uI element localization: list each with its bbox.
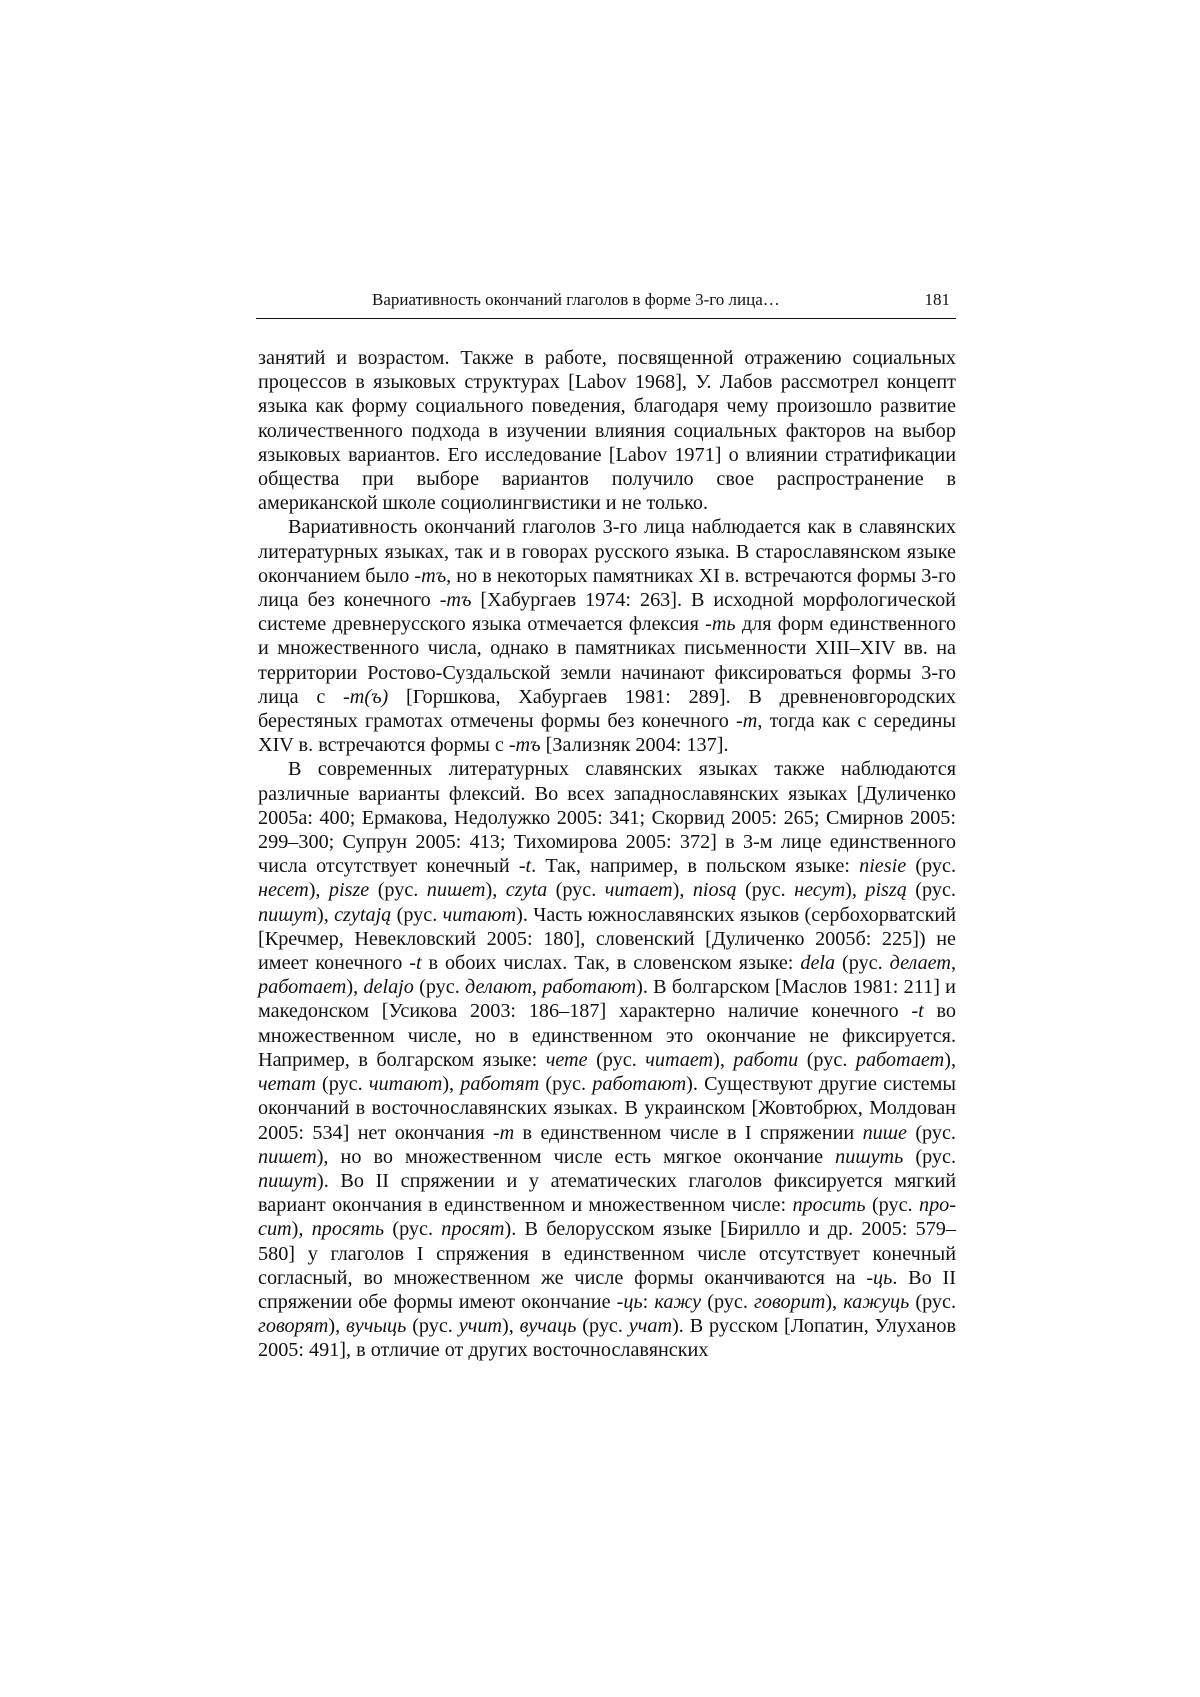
text-run: (рус.: [736, 879, 795, 902]
italic-run: -ць: [616, 1290, 643, 1313]
text-run: ),: [291, 1218, 312, 1241]
text-run: (рус.: [587, 1048, 646, 1071]
text-run: ), но во множественном числе есть мягкое окончание: [316, 1145, 836, 1168]
text-run: в единственном числе в I спряжении: [514, 1121, 863, 1144]
text-run: ),: [502, 1315, 520, 1338]
italic-run: просят: [441, 1218, 505, 1241]
text-run: (рус.: [413, 976, 466, 999]
italic-run: несет: [258, 879, 309, 902]
text-run: ),: [346, 976, 364, 999]
text-run: (рус.: [391, 903, 443, 926]
text-run: (рус.: [798, 1048, 856, 1071]
italic-run: -t: [518, 855, 532, 878]
text-run: (рус.: [369, 879, 427, 902]
italic-run: -t: [911, 1000, 924, 1023]
running-header: [256, 288, 956, 319]
paragraph: [258, 515, 956, 757]
italic-run: учит: [458, 1315, 502, 1338]
text-run: ),: [485, 879, 506, 902]
text-run: (рус.: [835, 952, 890, 975]
italic-run: учат: [628, 1315, 673, 1338]
text-run: ),: [672, 879, 693, 902]
italic-run: работают: [592, 1073, 687, 1096]
text-run: , тогда как с середины XIV в. встречаются формы с: [258, 710, 956, 757]
text-run: ),: [825, 1290, 844, 1313]
text-run: ). В болгарском [Маслов 1981: 211] и македонском [Усикова 2003: 186–187] характерно наличие конечного: [258, 976, 956, 1023]
italic-run: пишуть: [835, 1145, 904, 1168]
text-run: (рус.: [384, 1218, 442, 1241]
italic-run: кажуць: [843, 1290, 910, 1313]
italic-run: пишут: [258, 903, 317, 926]
text-run: Вариативность окончаний глаголов 3-го лица наблюдается как в славянских литературных языках, так и в говорах русского языка. В старославянском языке окончанием было: [258, 516, 956, 587]
text-run: (рус.: [906, 879, 956, 902]
text-run: ),: [308, 879, 329, 902]
italic-run: вучаць: [519, 1315, 577, 1338]
text-run: . Так, например, в польском языке:: [531, 855, 860, 878]
page-number: 181: [924, 290, 950, 309]
italic-run: делает: [889, 952, 951, 975]
italic-run: -т: [492, 1121, 515, 1144]
text-run: занятий и возрастом. Также в работе, посвященной отражению социальных процессов в языковых структурах [Labov 1968], У. Лабов рассмотрел концепт языка как форму социального поведения, благодаря чему произошло развитие количественного подхода в изучении влияния социальных факторов на выбор языковых вариантов. Его исследование [Labov 1971] о влиянии стратификации общества при выборе вариантов получило свое распространение в американской школе социолингвистики и не только.: [258, 347, 956, 515]
italic-run: пишут: [258, 1169, 317, 1192]
text-run: (рус.: [865, 1194, 919, 1217]
italic-run: -ць: [866, 1266, 893, 1289]
text-run: в обоих числах. Так, в словенском языке:: [421, 952, 801, 975]
italic-run: читают: [368, 1073, 443, 1096]
text-run: ),: [328, 1315, 347, 1338]
italic-run: -тъ: [508, 734, 541, 757]
italic-run: -t: [409, 952, 422, 975]
italic-run: работает: [855, 1048, 945, 1071]
text-run: ,: [950, 952, 956, 975]
italic-run: -тъ: [439, 589, 472, 612]
italic-run: работи: [733, 1048, 799, 1071]
text-run: ),: [442, 1073, 461, 1096]
italic-run: читают: [442, 903, 517, 926]
text-run: (рус.: [906, 855, 956, 878]
text-run: (рус.: [547, 879, 605, 902]
italic-run: говорят: [258, 1315, 329, 1338]
italic-run: работают: [542, 976, 637, 999]
italic-run: говорит: [754, 1290, 826, 1313]
italic-run: работает: [258, 976, 347, 999]
italic-run: несут: [794, 879, 846, 902]
text-run: , но в некоторых памятниках XI в. встречаются формы 3-го лица без конечного: [258, 564, 956, 612]
text-run: [Зализняк 2004: 137].: [540, 734, 729, 757]
italic-run: -тъ: [414, 564, 447, 587]
italic-run: niosą: [692, 879, 737, 902]
italic-run: просять: [311, 1218, 385, 1241]
italic-run: -т: [736, 710, 758, 733]
text-run: (рус.: [539, 1073, 593, 1096]
text-run: (рус.: [903, 1145, 957, 1168]
italic-run: чете: [545, 1048, 588, 1071]
text-run: во множественном числе, но в единственном это окончание не фиксируется. Например, в болгарском языке:: [258, 1000, 956, 1071]
italic-run: работят: [460, 1073, 540, 1096]
text-run: (рус.: [701, 1290, 754, 1313]
text-run: ),: [713, 1048, 734, 1071]
running-title: Вариативность окончаний глаголов в форме 3-го лица…: [372, 290, 780, 309]
italic-run: пише: [862, 1121, 907, 1144]
italic-run: pisze: [328, 879, 370, 902]
italic-run: просить: [792, 1194, 866, 1217]
text-run: ),: [944, 1048, 956, 1071]
text-run: ),: [316, 903, 335, 926]
text-run: В современных литературных славянских языках также наблюдаются различные варианты флексий. Во всех западнославянских языках [Дуличенко 2005а: 400; Ермакова, Недолужко 2005: 341; Скорвид 2005: 265; Смирнов 2005: 299–300; Супрун 2005: 413; Тихомирова 2005: 372] в 3-м лице единственного числа отсутствует конечный: [258, 758, 956, 878]
italic-run: читает: [604, 879, 673, 902]
text-run: ). Во II спряжении и у атематических глаголов фиксируется мягкий вариант окончания в единственном и множественном числе:: [258, 1169, 956, 1217]
text-run: (рус.: [406, 1315, 459, 1338]
text-run: ). Часть южнославянских языков (сербохорватский [Кречмер, Невекловский 2005: 180], словенский [Дуличенко 2005б: 225]) не имеет конечного: [258, 903, 956, 975]
italic-run: кажу: [654, 1290, 702, 1313]
italic-run: -т(ъ): [343, 685, 389, 708]
italic-run: четат: [258, 1073, 316, 1096]
italic-run: просит: [258, 1194, 956, 1241]
paragraph: [258, 346, 956, 515]
text-run: [Хабургаев 1974: 263]. В исходной морфологической системе древнерусского языка отмечается флексия: [258, 589, 956, 636]
text-run: (рус.: [315, 1073, 369, 1096]
text-run: (рус.: [576, 1315, 629, 1338]
italic-run: delajo: [363, 976, 414, 999]
text-run: :: [642, 1290, 655, 1313]
italic-run: czyta: [505, 879, 548, 902]
italic-run: piszą: [865, 879, 907, 902]
italic-run: вучыць: [346, 1315, 407, 1338]
text-run: ). В белорусском языке [Бирилло и др. 2005: 579–580] у глаголов I спряжения в единственном числе отсутствует конечный согласный, во множественном же числе формы оканчиваются на: [258, 1218, 956, 1289]
paragraph: [258, 757, 956, 1362]
italic-run: dela: [800, 952, 836, 975]
italic-run: czytają: [334, 903, 392, 926]
text-run: ). Существуют другие системы окончаний в восточнославянских языках. В украинском [Жовтобрюх, Молдован 2005: 534] нет окончания: [258, 1073, 956, 1144]
italic-run: пишет: [258, 1145, 317, 1168]
italic-run: читает: [645, 1048, 714, 1071]
italic-run: niesie: [859, 855, 907, 878]
text-run: . Во II спряжении обе формы имеют окончание: [258, 1266, 956, 1313]
text-run: ,: [531, 976, 543, 999]
text-run: [Горшкова, Хабургаев 1981: 289]. В древненовгородских берестяных грамотах отмечены формы без конечного: [258, 685, 957, 733]
text-run: (рус.: [909, 1290, 957, 1313]
text-run: ),: [845, 879, 866, 902]
text-run: для форм единственного и множественного числа, однако в памятниках письменности XIII–XIV вв. на территории Ростово-Суздальской земли начинают фиксироваться формы 3-го лица с: [258, 613, 956, 708]
italic-run: -ть: [705, 613, 736, 636]
italic-run: пишет: [426, 879, 486, 902]
body-text: [258, 346, 956, 1363]
italic-run: делают: [465, 976, 532, 999]
text-run: (рус.: [906, 1121, 956, 1144]
text-run: ). В русском [Лопатин, Улуханов 2005: 491], в отличие от других восточнославянских: [258, 1315, 957, 1362]
